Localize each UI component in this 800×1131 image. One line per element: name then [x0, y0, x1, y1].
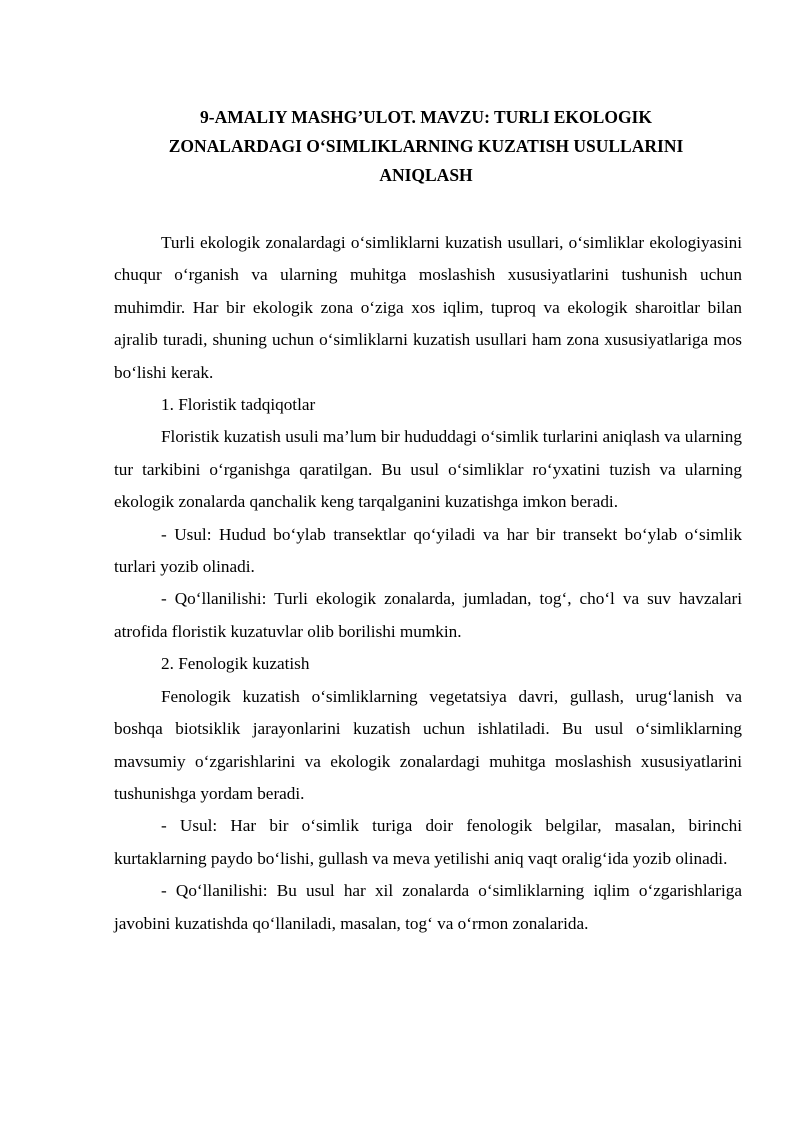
list-item-method: - Usul: Har bir o‘simlik turiga doir fenologik belgilar, masalan, birinchi kurtaklarning paydo bo‘lishi, gullash va meva yetilishi aniq vaqt oralig‘ida yozib olinadi.: [114, 816, 742, 868]
list-item-application: - Qo‘llanilishi: Turli ekologik zonalarda, jumladan, tog‘, cho‘l va suv havzalari atrofida floristik kuzatuvlar olib borilishi mumkin.: [114, 589, 742, 641]
body-paragraph: Floristik kuzatish usuli ma’lum bir hududdagi o‘simlik turlarini aniqlash va ularning tur tarkibini o‘rganishga qaratilgan. Bu usul o‘simliklar ro‘yxatini tuzish va ularning ekologik zonalarda qanchalik keng tarqalganini kuzatishga imkon beradi.: [114, 427, 742, 512]
body-paragraph: Fenologik kuzatish o‘simliklarning vegetatsiya davri, gullash, urug‘lanish va boshqa biotsiklik jarayonlarini kuzatish uchun ishlatiladi. Bu usul o‘simliklarning mavsumiy o‘zgarishlarini va ekologik zonalardagi muhitga moslashish xususiyatlarini tushunishga yordam beradi.: [114, 686, 742, 803]
title-line: ZONALARDAGI O‘SIMLIKLARNING KUZATISH USULLARINI: [168, 136, 684, 156]
document-body: [114, 227, 742, 940]
list-item-method: - Usul: Hudud bo‘ylab transektlar qo‘yiladi va har bir transekt bo‘ylab o‘simlik turlari yozib olinadi.: [114, 524, 742, 577]
list-item-application: - Qo‘llanilishi: Bu usul har xil zonalarda o‘simliklarning iqlim o‘zgarishlariga javobini kuzatishda qo‘llaniladi, masalan, tog‘ va o‘rmon zonalarida.: [114, 881, 742, 933]
section-heading-floristic: 1. Floristik tadqiqotlar: [161, 395, 316, 415]
title-line: ANIQLASH: [379, 165, 473, 185]
document-title: [110, 103, 742, 190]
section-heading-phenological: 2. Fenologik kuzatish: [161, 654, 310, 674]
title-line: 9-AMALIY MASHG’ULOT. MAVZU: TURLI EKOLOGIK: [200, 107, 652, 127]
intro-paragraph: Turli ekologik zonalardagi o‘simliklarni kuzatish usullari, o‘simliklar ekologiyasini chuqur o‘rganish va ularning muhitga moslashish xususiyatlarini tushunish uchun muhimdir. Har bir ekologik zona o‘ziga xos iqlim, tuproq va ekologik sharoitlar bilan ajralib turadi, shuning uchun o‘simliklarni kuzatish usullari ham zona xususiyatlariga mos bo‘lishi kerak.: [114, 233, 742, 382]
